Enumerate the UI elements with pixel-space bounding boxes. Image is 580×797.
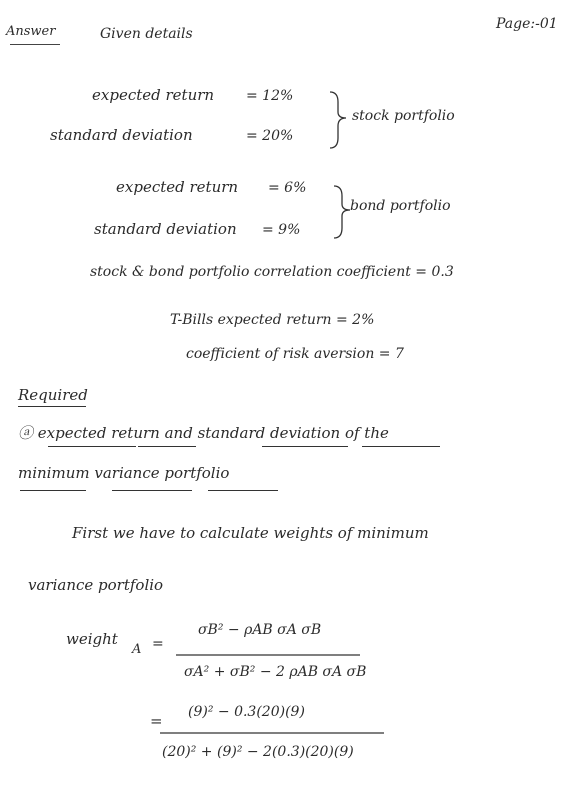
stock-brace — [330, 92, 346, 148]
stock-sd-label: standard deviation — [50, 126, 193, 144]
body-line2: variance portfolio — [28, 576, 164, 594]
formula-numerator-2: (9)² − 0.3(20)(9) — [188, 704, 305, 720]
bond-return-value: = 6% — [268, 180, 307, 196]
correlation-line: stock & bond portfolio correlation coefficient = 0.3 — [90, 264, 454, 280]
weight-label: weight — [66, 630, 118, 648]
required-heading: Required — [18, 386, 88, 404]
equals-2: = — [150, 712, 163, 730]
weight-subscript: A — [132, 642, 142, 657]
required-item-a-line2: minimum variance portfolio — [18, 464, 230, 482]
answer-label: Answer — [6, 24, 56, 39]
given-details-label: Given details — [100, 26, 193, 42]
bond-sd-label: standard deviation — [94, 220, 237, 238]
page-number: Page:-01 — [496, 16, 558, 32]
risk-aversion-line: coefficient of risk aversion = 7 — [186, 346, 404, 362]
stock-sd-value: = 20% — [246, 128, 294, 144]
formula-denominator-2: (20)² + (9)² − 2(0.3)(20)(9) — [162, 744, 354, 760]
formula-denominator: σA² + σB² − 2 ρAB σA σB — [184, 664, 367, 680]
bond-portfolio-label: bond portfolio — [350, 198, 451, 214]
bond-return-label: expected return — [116, 178, 239, 196]
stock-portfolio-label: stock portfolio — [352, 108, 455, 124]
required-item-a-line1: ⓐ expected return and standard deviation of the — [18, 424, 389, 442]
weight-equals: = — [152, 636, 164, 652]
stock-return-label: expected return — [92, 86, 215, 104]
formula-numerator: σB² − ρAB σA σB — [198, 622, 322, 638]
stock-return-value: = 12% — [246, 88, 294, 104]
tbills-line: T-Bills expected return = 2% — [170, 312, 375, 328]
bond-sd-value: = 9% — [262, 222, 301, 238]
bond-brace — [334, 186, 350, 238]
body-line1: First we have to calculate weights of minimum — [72, 524, 429, 542]
